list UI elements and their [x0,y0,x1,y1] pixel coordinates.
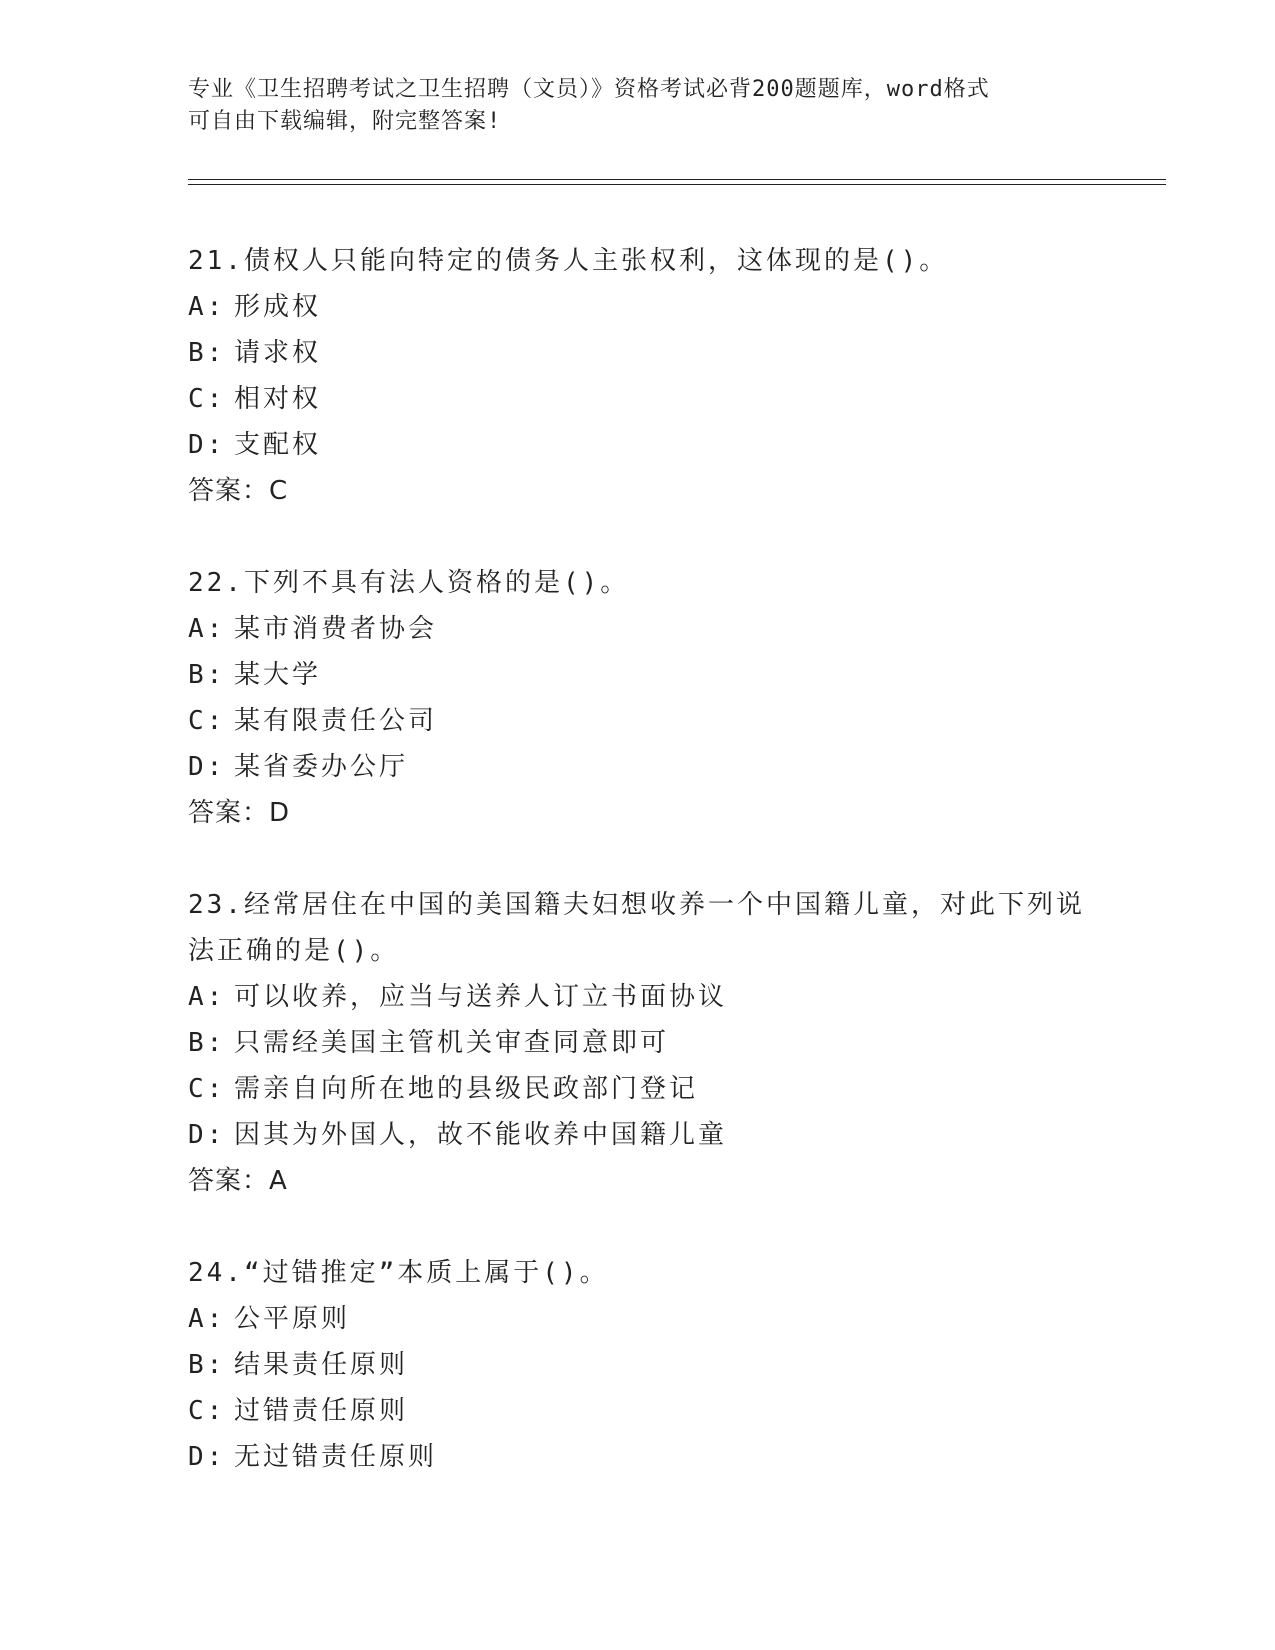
question-24 [188,1250,1088,1480]
question-list [188,238,1088,1480]
option-letter: A: [188,292,226,322]
option-d [188,1434,1088,1480]
option-letter: D: [188,752,226,782]
option-text: 过错责任原则 [234,1396,409,1426]
option-d [188,422,1088,468]
option-a [188,974,1088,1020]
option-text: 因其为外国人，故不能收养中国籍儿童 [234,1120,728,1150]
option-letter: B: [188,660,226,690]
option-letter: A: [188,982,226,1012]
question-stem: 21.债权人只能向特定的债务人主张权利，这体现的是()。 [188,246,949,276]
option-text: 某市消费者协会 [234,614,438,644]
option-text: 相对权 [234,384,322,414]
option-text: 某有限责任公司 [234,706,438,736]
option-text: 某大学 [234,660,322,690]
option-letter: D: [188,1120,226,1150]
header-divider-top [188,179,1166,180]
question-stem: 23.经常居住在中国的美国籍夫妇想收养一个中国籍儿童，对此下列说 [188,890,1085,920]
option-text: 需亲自向所在地的县级民政部门登记 [234,1074,699,1104]
header-divider-bottom [188,184,1166,185]
option-b [188,1342,1088,1388]
question-22 [188,560,1088,836]
option-c [188,1388,1088,1434]
question-stem: 24.“过错推定”本质上属于()。 [188,1258,609,1288]
option-a [188,1296,1088,1342]
option-letter: A: [188,1304,226,1334]
answer-line: 答案：C [188,476,289,506]
option-c [188,1066,1088,1112]
question-21 [188,238,1088,514]
option-c [188,376,1088,422]
option-letter: B: [188,338,226,368]
option-letter: D: [188,430,226,460]
option-a [188,606,1088,652]
option-c [188,698,1088,744]
document-header [188,74,1068,138]
question-stem-continuation: 法正确的是()。 [188,936,400,966]
option-a [188,284,1088,330]
option-letter: C: [188,1074,226,1104]
option-letter: C: [188,384,226,414]
option-b [188,652,1088,698]
option-letter: A: [188,614,226,644]
question-23 [188,882,1088,1204]
option-text: 支配权 [234,430,322,460]
option-text: 只需经美国主管机关审查同意即可 [234,1028,670,1058]
option-text: 结果责任原则 [234,1350,409,1380]
option-text: 形成权 [234,292,322,322]
option-b [188,330,1088,376]
option-text: 无过错责任原则 [234,1442,438,1472]
option-letter: C: [188,706,226,736]
option-d [188,744,1088,790]
question-stem: 22.下列不具有法人资格的是()。 [188,568,630,598]
option-text: 请求权 [234,338,322,368]
option-letter: B: [188,1350,226,1380]
answer-line: 答案：A [188,1166,288,1196]
option-b [188,1020,1088,1066]
header-line-2: 可自由下载编辑，附完整答案! [188,109,502,134]
option-letter: B: [188,1028,226,1058]
header-line-1: 专业《卫生招聘考试之卫生招聘（文员）》资格考试必背200题题库，word格式 [188,77,990,102]
option-text: 某省委办公厅 [234,752,409,782]
option-letter: C: [188,1396,226,1426]
option-d [188,1112,1088,1158]
option-text: 公平原则 [234,1304,351,1334]
option-letter: D: [188,1442,226,1472]
option-text: 可以收养，应当与送养人订立书面协议 [234,982,728,1012]
answer-line: 答案：D [188,798,291,828]
